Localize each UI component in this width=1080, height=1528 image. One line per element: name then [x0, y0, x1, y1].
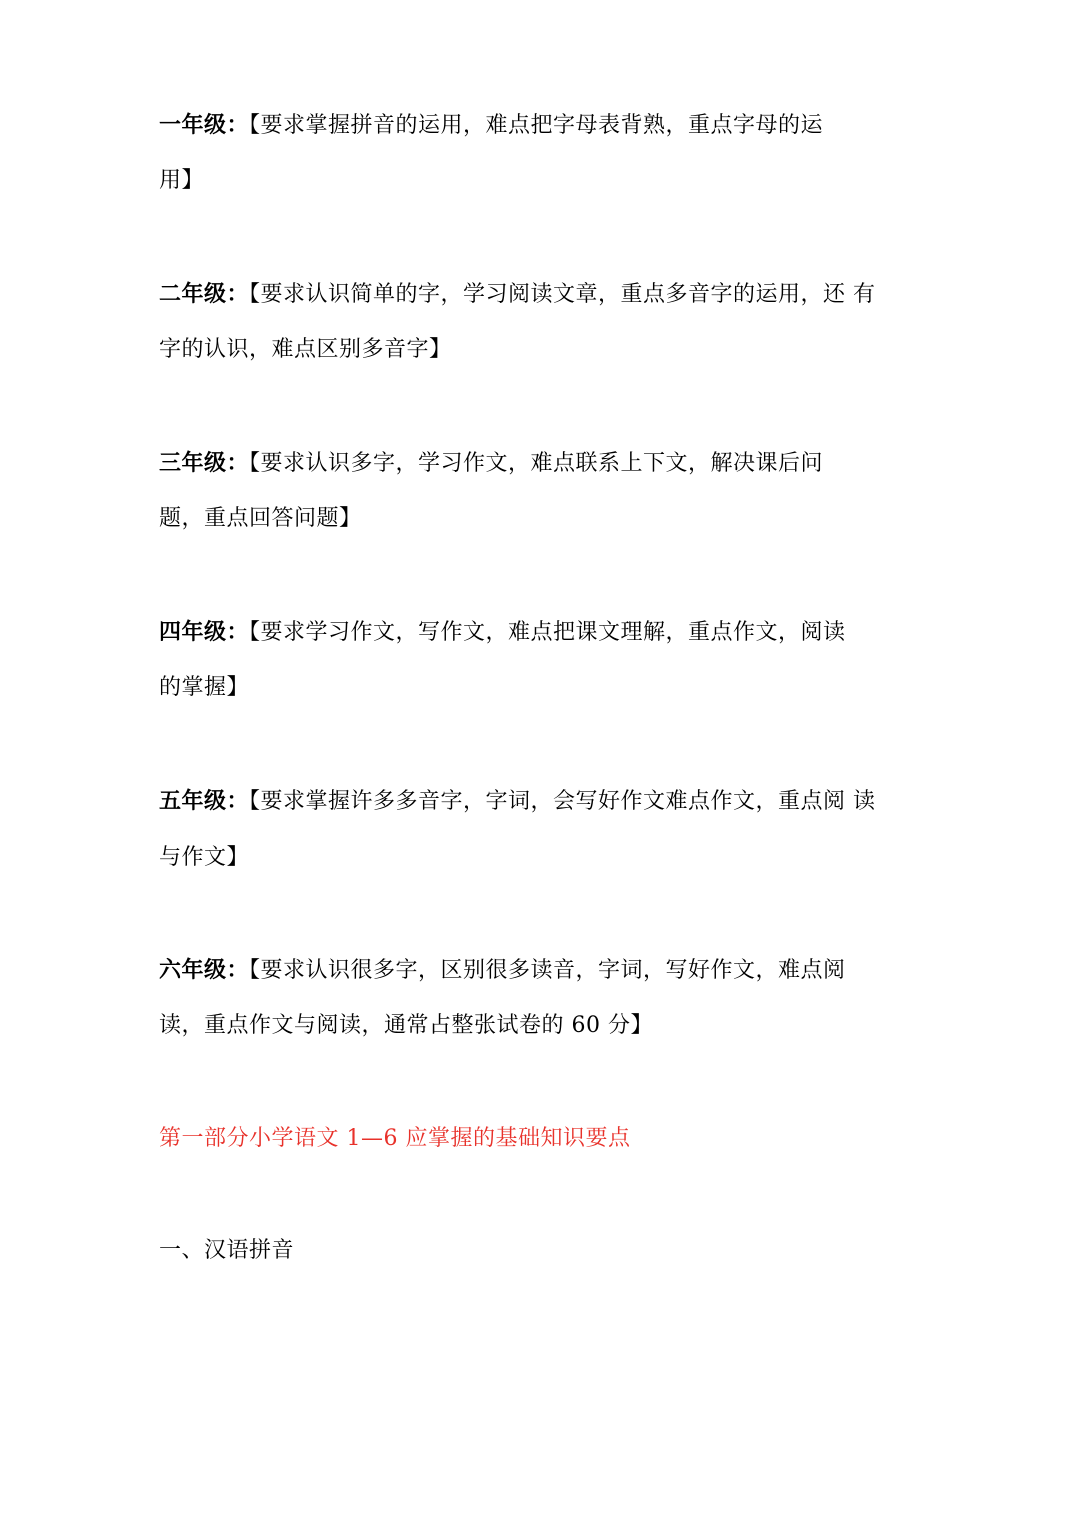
grade-2-label: 二年级： [159, 281, 250, 307]
grade-1-line-2: 用】 [159, 168, 205, 193]
grade-2-line-2: 字的认识，难点区别多音字】 [159, 337, 452, 362]
grade-5-line-1 [159, 786, 876, 817]
grade-5-label: 五年级： [159, 788, 250, 814]
grade-6-line-1 [159, 955, 846, 986]
grade-3-line-2: 题，重点回答问题】 [159, 506, 362, 531]
grade-1-label: 一年级： [159, 112, 250, 138]
grade-3-line-1 [159, 448, 823, 479]
grade-4-line-2: 的掌握】 [159, 675, 250, 700]
grade-6-label: 六年级： [159, 957, 250, 983]
grade-5-line-2: 与作文】 [159, 845, 250, 870]
subsection-heading: 一、汉语拼音 [159, 1238, 295, 1263]
grade-6-text-1: 【要求认识很多字，区别很多读音，字词，写好作文，难点阅 [249, 958, 846, 983]
grade-1-text-1: 【要求掌握拼音的运用，难点把字母表背熟，重点字母的运 [249, 113, 824, 138]
grade-4-line-1 [159, 617, 846, 648]
grade-4-label: 四年级： [159, 619, 250, 645]
section-heading: 第一部分小学语文 1—6 应掌握的基础知识要点 [159, 1126, 631, 1151]
grade-4-text-1: 【要求学习作文，写作文，难点把课文理解，重点作文，阅读 [249, 620, 846, 645]
grade-2-text-1: 【要求认识简单的字，学习阅读文章，重点多音字的运用，还 有 [249, 282, 876, 307]
grade-3-label: 三年级： [159, 450, 250, 476]
grade-1-line-1 [159, 110, 823, 141]
grade-3-text-1: 【要求认识多字，学习作文，难点联系上下文，解决课后问 [249, 451, 824, 476]
grade-2-line-1 [159, 279, 876, 310]
grade-5-text-1: 【要求掌握许多多音字，字词，会写好作文难点作文，重点阅 读 [249, 789, 876, 814]
grade-6-line-2: 读，重点作文与阅读，通常占整张试卷的 60 分】 [159, 1013, 653, 1038]
